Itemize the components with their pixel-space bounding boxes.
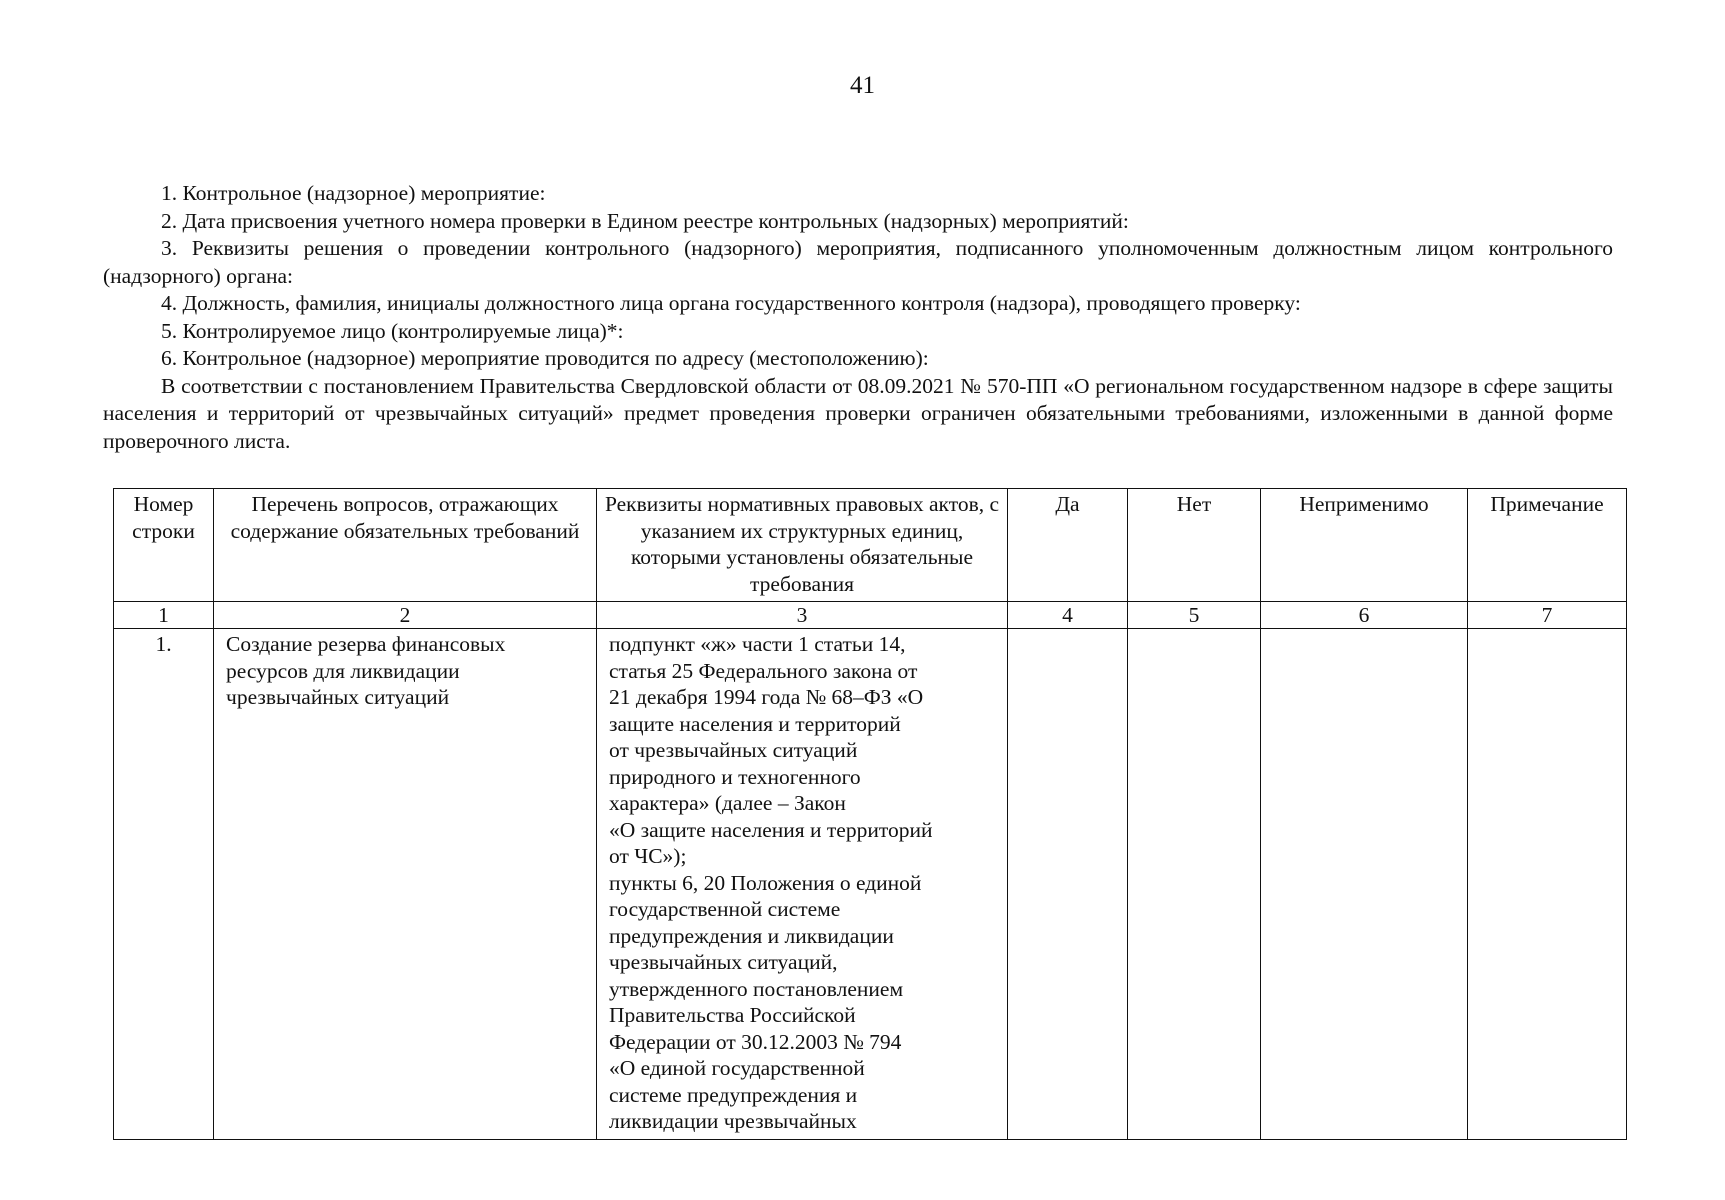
row-legal-acts	[597, 629, 1008, 1140]
legal-act-line: Правительства Российской	[609, 1003, 856, 1027]
intro-item-control-event: 1. Контрольное (надзорное) мероприятие:	[161, 181, 546, 205]
row-question: Создание резерва финансовых ресурсов для ликвидации чрезвычайных ситуаций	[214, 629, 597, 1140]
intro-paragraph-scope: В соответствии с постановлением Правительства Свердловской области от 08.09.2021 № 570-ПП «О региональном государственном надзоре в сфере защиты населения и территорий от чрезвычайных ситуаций» предмет проведения проверки ограничен обязательными требованиями, изложенными в данной форме проверочного листа.	[103, 373, 1613, 453]
legal-act-line: «О защите населения и территорий	[609, 817, 933, 842]
intro-item-controlled-person: 5. Контролируемое лицо (контролируемые лица)*:	[161, 318, 624, 343]
legal-act-line: защите населения и территорий	[609, 711, 901, 736]
legal-act-line: пункты 6, 20 Положения о единой	[609, 870, 922, 895]
header-not-applicable: Неприменимо	[1261, 489, 1468, 602]
checklist-table	[113, 488, 1627, 1140]
legal-act-line: от ЧС»);	[609, 844, 687, 868]
column-number: 7	[1468, 602, 1627, 629]
legal-act-line: от чрезвычайных ситуаций	[609, 738, 858, 762]
intro-item-address: 6. Контрольное (надзорное) мероприятие проводится по адресу (местоположению):	[161, 346, 929, 370]
header-questions: Перечень вопросов, отражающих содержание обязательных требований	[214, 489, 597, 602]
page-number: 41	[850, 72, 875, 99]
header-row-number: Номер строки	[114, 489, 214, 602]
header-yes: Да	[1008, 489, 1128, 602]
header-note: Примечание	[1468, 489, 1627, 602]
legal-act-line: природного и техногенного	[609, 764, 861, 789]
intro-section	[103, 180, 1613, 455]
table-header-row	[114, 489, 1627, 602]
row-no-cell	[1128, 629, 1261, 1140]
legal-act-line: 21 декабря 1994 года № 68–ФЗ «О	[609, 685, 924, 709]
row-number: 1.	[114, 629, 214, 1140]
legal-act-line: государственной системе	[609, 897, 841, 921]
column-number: 1	[114, 602, 214, 629]
legal-act-line: ликвидации чрезвычайных	[609, 1109, 857, 1133]
column-number-row	[114, 602, 1627, 629]
intro-item-inspector: 4. Должность, фамилия, инициалы должностного лица органа государственного контроля (надзора), проводящего проверку:	[161, 291, 1301, 315]
row-yes-cell	[1008, 629, 1128, 1140]
column-number: 4	[1008, 602, 1128, 629]
legal-act-line: характера» (далее – Закон	[609, 791, 846, 815]
column-number: 3	[597, 602, 1008, 629]
legal-act-line: системе предупреждения и	[609, 1082, 858, 1107]
table-row	[114, 629, 1627, 1140]
legal-act-line: подпункт «ж» части 1 статьи 14,	[609, 632, 906, 656]
column-number: 5	[1128, 602, 1261, 629]
header-no: Нет	[1128, 489, 1261, 602]
intro-item-decision-details: 3. Реквизиты решения о проведении контрольного (надзорного) мероприятия, подписанного уполномоченным должностным лицом контрольного (надзорного) органа:	[103, 236, 1613, 288]
legal-act-line: утвержденного постановлением	[609, 976, 904, 1001]
legal-act-line: предупреждения и ликвидации	[609, 923, 894, 948]
column-number: 6	[1261, 602, 1468, 629]
legal-act-line: чрезвычайных ситуаций,	[609, 950, 838, 974]
row-note-cell	[1468, 629, 1627, 1140]
legal-act-line: статья 25 Федерального закона от	[609, 658, 918, 683]
column-number: 2	[214, 602, 597, 629]
header-legal-acts: Реквизиты нормативных правовых актов, с указанием их структурных единиц, которыми установлены обязательные требования	[597, 489, 1008, 602]
legal-act-line: «О единой государственной	[609, 1056, 865, 1080]
row-not-applicable-cell	[1261, 629, 1468, 1140]
legal-act-line: Федерации от 30.12.2003 № 794	[609, 1029, 902, 1054]
intro-item-registration-date: 2. Дата присвоения учетного номера проверки в Едином реестре контрольных (надзорных) мероприятий:	[161, 208, 1129, 233]
